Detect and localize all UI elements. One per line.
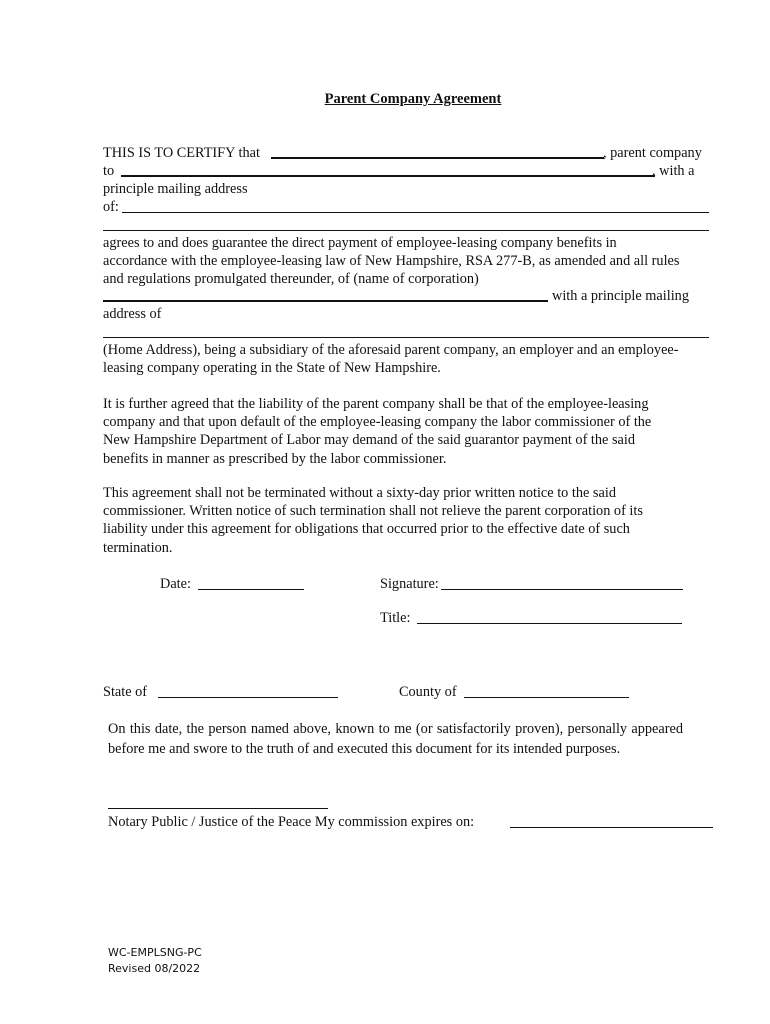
guarantee-line: and regulations promulgated thereunder, of (name of corporation) [103, 271, 479, 288]
date-label: Date: [160, 576, 191, 592]
home-line: leasing company operating in the State of New Hampshire. [103, 360, 441, 377]
form-code: WC-EMPLSNG-PC [108, 946, 202, 959]
liability-line: company and that upon default of the employee-leasing company the labor commissioner of the [103, 414, 652, 431]
signature-field[interactable] [441, 589, 683, 590]
address-of-label: address of [103, 306, 162, 322]
revision-date: Revised 08/2022 [108, 962, 201, 975]
corporation-name-field[interactable] [103, 300, 548, 302]
document-title: Parent Company Agreement [324, 91, 502, 107]
parent-address-field[interactable] [122, 212, 709, 213]
parent-address-field-2[interactable] [103, 230, 709, 231]
of-label: of: [103, 199, 119, 215]
to-label: to [103, 163, 115, 179]
parent-company-name-field[interactable] [271, 157, 604, 159]
principle-mailing-label: principle mailing address [103, 181, 248, 197]
liability-paragraph [103, 395, 718, 468]
home-line: (Home Address), being a subsidiary of the aforesaid parent company, an employer and an employee- [103, 342, 679, 358]
certify-suffix: , parent company [603, 145, 702, 161]
to-field[interactable] [121, 175, 655, 177]
termination-paragraph [103, 484, 718, 557]
termination-line: termination. [103, 539, 173, 556]
guarantee-paragraph [103, 234, 718, 289]
liability-line: New Hampshire Department of Labor may demand of the said guarantor payment of the said [103, 432, 635, 449]
commission-expiry-field[interactable] [510, 827, 713, 828]
notary-signature-field[interactable] [108, 808, 328, 809]
termination-line: This agreement shall not be terminated without a sixty-day prior written notice to the said [103, 485, 616, 501]
state-label: State of [103, 684, 148, 700]
notary-caption: Notary Public / Justice of the Peace My commission expires on: [108, 814, 475, 830]
notary-paragraph: On this date, the person named above, known to me (or satisfactorily proven), personally appeared before me and swore to the truth of and executed this document for its intended purposes. [108, 721, 683, 757]
home-address-paragraph [103, 341, 718, 377]
state-field[interactable] [158, 697, 338, 698]
termination-line: liability under this agreement for obligations that occurred prior to the effective date of such [103, 521, 630, 538]
liability-line: It is further agreed that the liability of the parent company shall be that of the employee-leasing [103, 396, 649, 412]
title-label: Title: [380, 610, 411, 626]
county-field[interactable] [464, 697, 629, 698]
guarantee-line: accordance with the employee-leasing law of New Hampshire, RSA 277-B, as amended and all rules [103, 253, 680, 270]
termination-line: commissioner. Written notice of such termination shall not relieve the parent corporation of its [103, 503, 643, 520]
guarantee-line: agrees to and does guarantee the direct payment of employee-leasing company benefits in [103, 235, 617, 251]
mailing-suffix: with a principle mailing [552, 288, 689, 304]
form-footer [108, 945, 202, 977]
certify-prefix: THIS IS TO CERTIFY that [103, 145, 260, 161]
with-a-label: , with a [652, 163, 695, 179]
signature-label: Signature: [380, 576, 439, 592]
title-field[interactable] [417, 623, 682, 624]
date-field[interactable] [198, 589, 304, 590]
liability-line: benefits in manner as prescribed by the labor commissioner. [103, 450, 447, 467]
corporation-address-field[interactable] [103, 337, 709, 338]
county-label: County of [399, 684, 457, 700]
